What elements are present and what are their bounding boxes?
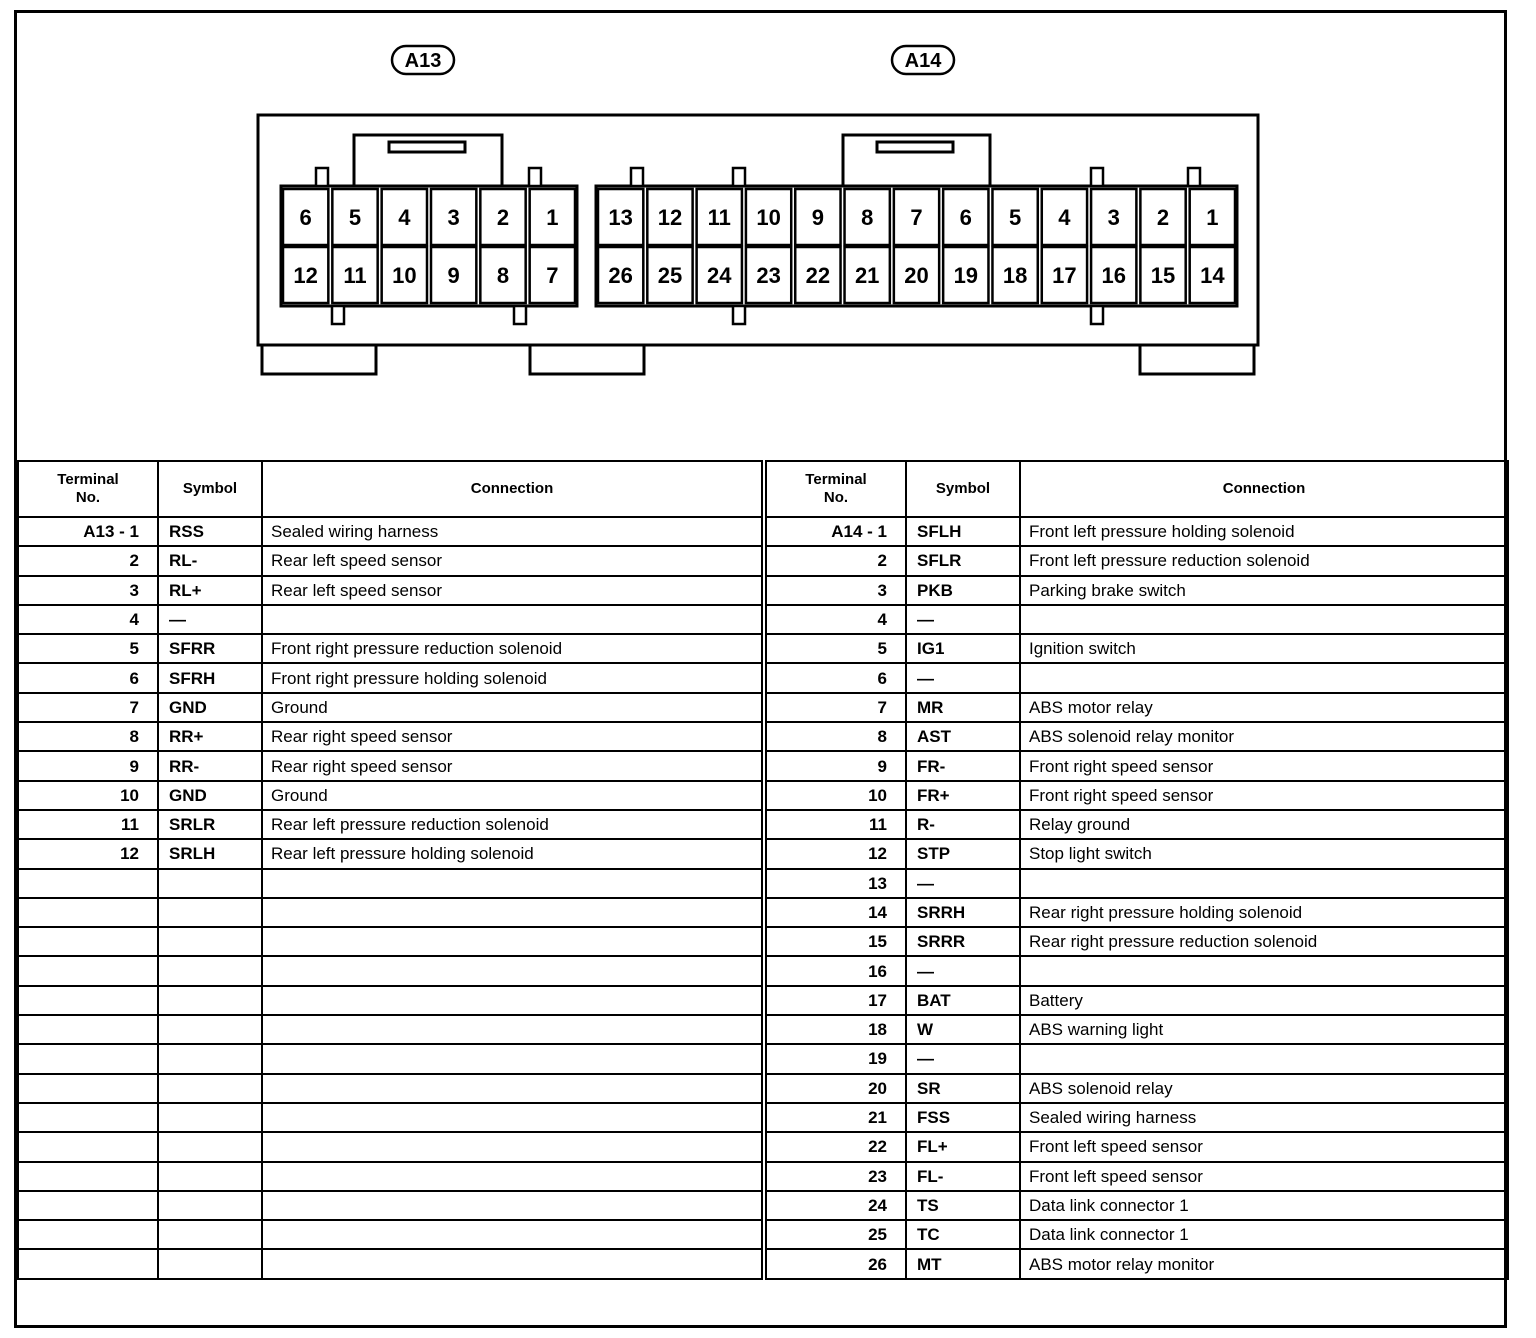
table-row bbox=[18, 1015, 762, 1044]
table-row bbox=[18, 898, 762, 927]
table-row bbox=[766, 869, 1508, 898]
symbol-cell: TC bbox=[906, 1220, 1020, 1249]
a14-pin-label: 20 bbox=[904, 263, 929, 288]
table-row bbox=[766, 781, 1508, 810]
symbol-cell: FL- bbox=[906, 1162, 1020, 1191]
connection-cell: ABS motor relay monitor bbox=[1020, 1249, 1508, 1278]
table-row bbox=[18, 634, 762, 663]
symbol-cell bbox=[158, 1015, 262, 1044]
symbol-cell bbox=[158, 1220, 262, 1249]
a13-pin-label: 4 bbox=[398, 205, 411, 230]
table-row bbox=[766, 898, 1508, 927]
connection-cell: Stop light switch bbox=[1020, 839, 1508, 868]
a13-pin-label: 5 bbox=[348, 205, 362, 230]
table-row bbox=[766, 751, 1508, 780]
connection-cell: Rear left speed sensor bbox=[262, 576, 762, 605]
table-row bbox=[18, 546, 762, 575]
terminal-no-cell: 4 bbox=[18, 605, 158, 634]
symbol-cell: AST bbox=[906, 722, 1020, 751]
terminal-no-cell: 10 bbox=[18, 781, 158, 810]
symbol-cell: SRRH bbox=[906, 898, 1020, 927]
housing-tab-right bbox=[1140, 345, 1254, 374]
table-row bbox=[766, 576, 1508, 605]
table-row bbox=[766, 1103, 1508, 1132]
table-row bbox=[766, 1074, 1508, 1103]
connection-cell bbox=[262, 869, 762, 898]
table-row bbox=[18, 986, 762, 1015]
connection-cell: Ground bbox=[262, 781, 762, 810]
terminal-no-cell: 3 bbox=[766, 576, 906, 605]
a13-pin-label: 9 bbox=[447, 263, 460, 288]
terminal-no-cell: 20 bbox=[766, 1074, 906, 1103]
connection-cell: Rear right pressure holding solenoid bbox=[1020, 898, 1508, 927]
connection-cell bbox=[1020, 869, 1508, 898]
terminal-no-cell: 7 bbox=[766, 693, 906, 722]
a14-pin-label: 12 bbox=[657, 205, 683, 230]
connection-cell: Rear right speed sensor bbox=[262, 722, 762, 751]
a14-pin-label: 9 bbox=[811, 205, 825, 230]
table-row bbox=[18, 956, 762, 985]
table-row bbox=[766, 1191, 1508, 1220]
terminal-no-cell: 2 bbox=[18, 546, 158, 575]
terminal-no-cell: 16 bbox=[766, 956, 906, 985]
table-row bbox=[18, 869, 762, 898]
symbol-cell: SR bbox=[906, 1074, 1020, 1103]
a14-nub-top-1 bbox=[631, 168, 643, 186]
a14-nub-bottom-1 bbox=[733, 306, 745, 324]
connection-cell bbox=[262, 1162, 762, 1191]
housing-tab-left bbox=[262, 345, 376, 374]
table-row bbox=[766, 1249, 1508, 1278]
connection-cell: Data link connector 1 bbox=[1020, 1220, 1508, 1249]
a14-pin-label: 4 bbox=[1058, 205, 1071, 230]
terminal-no-cell bbox=[18, 1044, 158, 1073]
symbol-cell: SFRH bbox=[158, 663, 262, 692]
a14-nub-top-3 bbox=[1091, 168, 1103, 186]
symbol-cell: MR bbox=[906, 693, 1020, 722]
a14-pin-label: 26 bbox=[608, 263, 633, 288]
symbol-cell bbox=[158, 1162, 262, 1191]
table-row bbox=[18, 693, 762, 722]
symbol-cell: GND bbox=[158, 781, 262, 810]
table-row bbox=[18, 1074, 762, 1103]
symbol-cell bbox=[158, 1044, 262, 1073]
symbol-cell: — bbox=[158, 605, 262, 634]
symbol-header: Symbol bbox=[158, 461, 262, 517]
symbol-cell bbox=[158, 898, 262, 927]
table-row bbox=[18, 576, 762, 605]
a13-pins bbox=[283, 189, 575, 303]
symbol-cell: — bbox=[906, 869, 1020, 898]
symbol-cell bbox=[158, 1191, 262, 1220]
terminal-no-cell: A13 - 1 bbox=[18, 517, 158, 546]
table-row bbox=[766, 1132, 1508, 1161]
a13-pin-label: 6 bbox=[299, 205, 312, 230]
connection-cell: Ignition switch bbox=[1020, 634, 1508, 663]
a13-nub-bottom-left bbox=[332, 306, 344, 324]
table-row bbox=[766, 956, 1508, 985]
terminal-no-cell: 22 bbox=[766, 1132, 906, 1161]
a14-nub-top-4 bbox=[1188, 168, 1200, 186]
a13-pin-label: 2 bbox=[496, 205, 510, 230]
symbol-cell: W bbox=[906, 1015, 1020, 1044]
table-row bbox=[766, 839, 1508, 868]
a13-pin-label: 7 bbox=[546, 263, 559, 288]
a14-pin-label: 18 bbox=[1002, 263, 1028, 288]
table-row bbox=[18, 1191, 762, 1220]
symbol-cell: FR+ bbox=[906, 781, 1020, 810]
a13-nub-top-right bbox=[529, 168, 541, 186]
a14-pin-label: 23 bbox=[756, 263, 781, 288]
table-row bbox=[766, 546, 1508, 575]
connection-cell bbox=[262, 1015, 762, 1044]
a13-pin-label: 8 bbox=[496, 263, 510, 288]
a13-pin-label: 11 bbox=[343, 263, 367, 288]
a13-pin-label: 3 bbox=[447, 205, 460, 230]
terminal-no-cell: 18 bbox=[766, 1015, 906, 1044]
table-row bbox=[766, 986, 1508, 1015]
connection-cell: Parking brake switch bbox=[1020, 576, 1508, 605]
connection-cell bbox=[1020, 663, 1508, 692]
table-row bbox=[766, 1162, 1508, 1191]
housing-tab-middle bbox=[530, 345, 644, 374]
connection-cell: Battery bbox=[1020, 986, 1508, 1015]
table-row bbox=[18, 927, 762, 956]
connection-cell: Sealed wiring harness bbox=[1020, 1103, 1508, 1132]
symbol-cell bbox=[158, 1249, 262, 1278]
table-row bbox=[18, 839, 762, 868]
connection-cell: ABS warning light bbox=[1020, 1015, 1508, 1044]
terminal-no-cell bbox=[18, 927, 158, 956]
symbol-cell: GND bbox=[158, 693, 262, 722]
a14-pin-label: 17 bbox=[1052, 263, 1077, 288]
terminal-no-cell bbox=[18, 1162, 158, 1191]
symbol-cell: FL+ bbox=[906, 1132, 1020, 1161]
connection-cell bbox=[262, 1044, 762, 1073]
terminal-no-cell bbox=[18, 986, 158, 1015]
a13-label: A13 bbox=[404, 50, 442, 72]
symbol-cell: R- bbox=[906, 810, 1020, 839]
terminal-no-cell: 2 bbox=[766, 546, 906, 575]
a14-pin-label: 11 bbox=[707, 205, 731, 230]
connection-cell bbox=[262, 1132, 762, 1161]
connection-cell: ABS solenoid relay bbox=[1020, 1074, 1508, 1103]
connection-cell bbox=[262, 1220, 762, 1249]
connection-cell: Rear left speed sensor bbox=[262, 546, 762, 575]
terminal-no-cell: 26 bbox=[766, 1249, 906, 1278]
connection-cell: Front left pressure reduction solenoid bbox=[1020, 546, 1508, 575]
table-row bbox=[18, 663, 762, 692]
connection-cell: Front right speed sensor bbox=[1020, 751, 1508, 780]
connection-cell bbox=[262, 927, 762, 956]
table-row bbox=[18, 1220, 762, 1249]
symbol-cell: SRLR bbox=[158, 810, 262, 839]
connection-cell: Sealed wiring harness bbox=[262, 517, 762, 546]
terminal-no-cell bbox=[18, 1249, 158, 1278]
connection-cell: Rear right pressure reduction solenoid bbox=[1020, 927, 1508, 956]
symbol-cell: FSS bbox=[906, 1103, 1020, 1132]
connection-cell: Rear left pressure reduction solenoid bbox=[262, 810, 762, 839]
a13-terminal-table bbox=[17, 460, 763, 1280]
a14-pin-label: 24 bbox=[707, 263, 732, 288]
terminal-no-header: Terminal No. bbox=[766, 461, 906, 517]
table-row bbox=[766, 1220, 1508, 1249]
table-row bbox=[18, 1044, 762, 1073]
table-row bbox=[766, 1044, 1508, 1073]
connection-cell: Front right pressure reduction solenoid bbox=[262, 634, 762, 663]
a13-pin-label: 10 bbox=[392, 263, 417, 288]
symbol-cell: FR- bbox=[906, 751, 1020, 780]
symbol-cell: RL- bbox=[158, 546, 262, 575]
connection-cell: Ground bbox=[262, 693, 762, 722]
terminal-no-cell: 21 bbox=[766, 1103, 906, 1132]
a13-pin-label: 1 bbox=[546, 205, 559, 230]
a14-pin-label: 7 bbox=[910, 205, 923, 230]
table-row bbox=[766, 927, 1508, 956]
terminal-no-cell: 13 bbox=[766, 869, 906, 898]
terminal-no-cell: 10 bbox=[766, 781, 906, 810]
connection-header: Connection bbox=[262, 461, 762, 517]
symbol-cell: MT bbox=[906, 1249, 1020, 1278]
table-row bbox=[18, 517, 762, 546]
terminal-no-cell: 15 bbox=[766, 927, 906, 956]
symbol-cell: STP bbox=[906, 839, 1020, 868]
a14-pin-label: 19 bbox=[953, 263, 979, 288]
terminal-no-cell: 6 bbox=[18, 663, 158, 692]
terminal-no-cell: 9 bbox=[18, 751, 158, 780]
terminal-no-cell bbox=[18, 956, 158, 985]
table-row bbox=[18, 1162, 762, 1191]
terminal-no-cell: 7 bbox=[18, 693, 158, 722]
symbol-cell: — bbox=[906, 605, 1020, 634]
terminal-no-cell bbox=[18, 1074, 158, 1103]
terminal-no-cell: 23 bbox=[766, 1162, 906, 1191]
symbol-cell: SFRR bbox=[158, 634, 262, 663]
a14-pin-label: 13 bbox=[608, 205, 633, 230]
connection-cell: Front left speed sensor bbox=[1020, 1132, 1508, 1161]
a13-nub-top-left bbox=[316, 168, 328, 186]
connection-cell: ABS motor relay bbox=[1020, 693, 1508, 722]
a13-latch-slot bbox=[389, 142, 465, 152]
a14-nub-bottom-2 bbox=[1091, 306, 1103, 324]
terminal-no-cell: 8 bbox=[766, 722, 906, 751]
symbol-cell: BAT bbox=[906, 986, 1020, 1015]
symbol-cell: SFLR bbox=[906, 546, 1020, 575]
symbol-cell bbox=[158, 927, 262, 956]
a13-pin-label: 12 bbox=[293, 263, 318, 288]
terminal-no-cell bbox=[18, 1220, 158, 1249]
connection-cell bbox=[1020, 1044, 1508, 1073]
connection-cell bbox=[262, 1074, 762, 1103]
terminal-no-cell: A14 - 1 bbox=[766, 517, 906, 546]
table-row bbox=[18, 605, 762, 634]
terminal-no-cell: 11 bbox=[18, 810, 158, 839]
a14-pin-label: 10 bbox=[756, 205, 781, 230]
symbol-cell bbox=[158, 1074, 262, 1103]
a14-pin-label: 6 bbox=[959, 205, 972, 230]
table-row bbox=[766, 605, 1508, 634]
a14-nub-top-2 bbox=[733, 168, 745, 186]
a14-label: A14 bbox=[904, 50, 942, 72]
connection-cell: ABS solenoid relay monitor bbox=[1020, 722, 1508, 751]
a14-pins bbox=[598, 189, 1235, 303]
symbol-cell: SFLH bbox=[906, 517, 1020, 546]
a14-pin-label: 15 bbox=[1150, 263, 1176, 288]
connection-cell bbox=[1020, 605, 1508, 634]
terminal-no-cell: 6 bbox=[766, 663, 906, 692]
symbol-cell: IG1 bbox=[906, 634, 1020, 663]
table-row bbox=[766, 693, 1508, 722]
connection-cell bbox=[1020, 956, 1508, 985]
symbol-cell bbox=[158, 1103, 262, 1132]
connector-diagram bbox=[0, 0, 1536, 460]
connection-cell bbox=[262, 1249, 762, 1278]
symbol-cell: PKB bbox=[906, 576, 1020, 605]
connection-cell bbox=[262, 1103, 762, 1132]
connection-cell: Front right speed sensor bbox=[1020, 781, 1508, 810]
connection-cell: Rear left pressure holding solenoid bbox=[262, 839, 762, 868]
connection-cell bbox=[262, 898, 762, 927]
terminal-no-cell: 11 bbox=[766, 810, 906, 839]
a14-terminal-table bbox=[765, 460, 1509, 1280]
symbol-cell: RSS bbox=[158, 517, 262, 546]
terminal-no-cell: 5 bbox=[766, 634, 906, 663]
table-row bbox=[18, 1249, 762, 1278]
table-row bbox=[766, 517, 1508, 546]
connection-cell: Rear right speed sensor bbox=[262, 751, 762, 780]
connection-header: Connection bbox=[1020, 461, 1508, 517]
terminal-no-cell bbox=[18, 1103, 158, 1132]
a14-pin-label: 8 bbox=[861, 205, 874, 230]
connection-cell bbox=[262, 956, 762, 985]
symbol-header: Symbol bbox=[906, 461, 1020, 517]
a14-pin-label: 21 bbox=[854, 263, 880, 288]
symbol-cell: — bbox=[906, 663, 1020, 692]
connection-cell: Relay ground bbox=[1020, 810, 1508, 839]
terminal-no-cell: 8 bbox=[18, 722, 158, 751]
terminal-no-cell: 12 bbox=[766, 839, 906, 868]
symbol-cell: RL+ bbox=[158, 576, 262, 605]
symbol-cell: — bbox=[906, 956, 1020, 985]
terminal-no-cell: 14 bbox=[766, 898, 906, 927]
terminal-no-cell bbox=[18, 1132, 158, 1161]
connection-cell bbox=[262, 986, 762, 1015]
a14-pin-label: 25 bbox=[657, 263, 683, 288]
terminal-no-cell: 12 bbox=[18, 839, 158, 868]
table-row bbox=[766, 1015, 1508, 1044]
table-row bbox=[766, 634, 1508, 663]
terminal-no-cell: 4 bbox=[766, 605, 906, 634]
symbol-cell: TS bbox=[906, 1191, 1020, 1220]
symbol-cell: RR- bbox=[158, 751, 262, 780]
table-row bbox=[766, 722, 1508, 751]
table-row bbox=[18, 751, 762, 780]
symbol-cell bbox=[158, 869, 262, 898]
terminal-no-cell: 19 bbox=[766, 1044, 906, 1073]
symbol-cell: RR+ bbox=[158, 722, 262, 751]
terminal-no-cell bbox=[18, 869, 158, 898]
symbol-cell: — bbox=[906, 1044, 1020, 1073]
a14-latch-slot bbox=[877, 142, 953, 152]
a14-pin-label: 22 bbox=[805, 263, 831, 288]
a13-nub-bottom-right bbox=[514, 306, 526, 324]
terminal-no-cell: 25 bbox=[766, 1220, 906, 1249]
a14-pin-label: 2 bbox=[1156, 205, 1170, 230]
a14-pin-label: 14 bbox=[1200, 263, 1225, 288]
connection-cell bbox=[262, 1191, 762, 1220]
terminal-no-header: Terminal No. bbox=[18, 461, 158, 517]
connection-cell bbox=[262, 605, 762, 634]
table-row bbox=[18, 781, 762, 810]
symbol-cell: SRRR bbox=[906, 927, 1020, 956]
symbol-cell bbox=[158, 986, 262, 1015]
table-row bbox=[18, 1132, 762, 1161]
table-row bbox=[766, 663, 1508, 692]
a14-pin-label: 1 bbox=[1206, 205, 1219, 230]
a14-label-group bbox=[892, 46, 954, 74]
connection-cell: Data link connector 1 bbox=[1020, 1191, 1508, 1220]
terminal-no-cell: 3 bbox=[18, 576, 158, 605]
a14-pin-label: 5 bbox=[1008, 205, 1022, 230]
terminal-no-cell: 17 bbox=[766, 986, 906, 1015]
symbol-cell: SRLH bbox=[158, 839, 262, 868]
table-row bbox=[18, 1103, 762, 1132]
connection-cell: Front right pressure holding solenoid bbox=[262, 663, 762, 692]
table-row bbox=[766, 810, 1508, 839]
symbol-cell bbox=[158, 956, 262, 985]
a13-label-group bbox=[392, 46, 454, 74]
terminal-no-cell: 9 bbox=[766, 751, 906, 780]
connection-cell: Front left pressure holding solenoid bbox=[1020, 517, 1508, 546]
table-row bbox=[18, 722, 762, 751]
a14-pin-label: 16 bbox=[1101, 263, 1126, 288]
terminal-no-cell: 5 bbox=[18, 634, 158, 663]
terminal-no-cell bbox=[18, 898, 158, 927]
connection-cell: Front left speed sensor bbox=[1020, 1162, 1508, 1191]
terminal-no-cell bbox=[18, 1015, 158, 1044]
table-row bbox=[18, 810, 762, 839]
terminal-no-cell: 24 bbox=[766, 1191, 906, 1220]
symbol-cell bbox=[158, 1132, 262, 1161]
a14-pin-label: 3 bbox=[1107, 205, 1120, 230]
terminal-no-cell bbox=[18, 1191, 158, 1220]
